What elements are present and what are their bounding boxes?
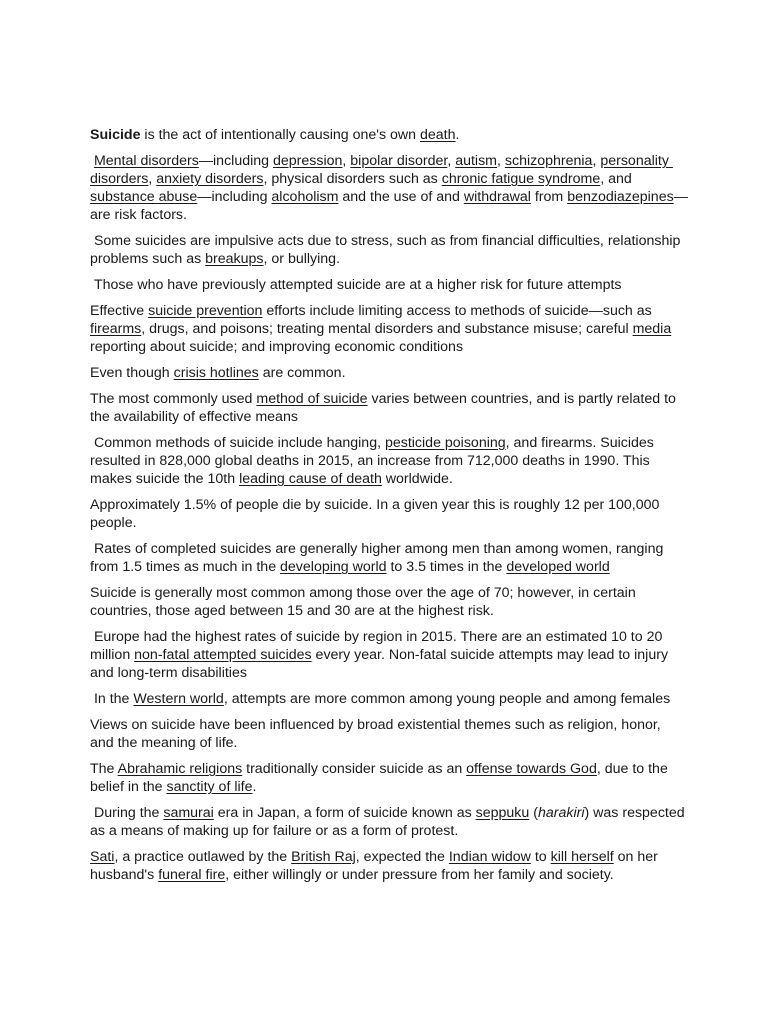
article-link[interactable]: Sati [90,849,115,865]
article-link[interactable]: autism [455,153,497,169]
text-run: Approximately 1.5% of people die by suicide. In a given year this is roughly 12 per 100,000 people. [90,497,664,531]
text-run: , and firearms. Suicides resulted in 828,000 global deaths in 2015, an increase from 712,000 deaths in 1990. This makes suicide the 10th [90,435,658,487]
article-link[interactable]: bipolar disorder [350,153,448,169]
text-run: traditionally consider suicide as an [242,761,467,777]
paragraph [90,804,688,840]
article-link[interactable]: crisis hotlines [173,365,259,381]
article-link[interactable]: Western world [133,691,224,707]
text-run: During the [90,805,164,821]
paragraph [90,540,688,576]
paragraph [90,126,688,144]
text-run: —including [198,153,273,169]
text-run: reporting about suicide; and improving economic conditions [90,321,676,355]
paragraph [90,628,688,682]
text-run: , [148,171,157,187]
article-link[interactable]: death [420,127,456,143]
text-run: Common methods of suicide include hanging, [90,435,385,451]
text-run: Rates of completed suicides are generally higher among men than among women, ranging from 1.5 times as much in the [90,541,668,575]
paragraph [90,302,688,356]
paragraph [90,760,688,796]
article-link[interactable]: pesticide poisoning [384,435,506,451]
document-body [90,126,688,892]
text-run: ( [529,805,538,821]
paragraph [90,716,688,752]
paragraph [90,434,688,488]
text-run: , physical disorders such as [263,171,442,187]
text-run: Suicide is generally most common among those over the age of 70; however, in certain countries, those aged between 15 and 30 are at the highest risk. [90,585,640,619]
article-link[interactable]: developing world [280,559,387,575]
text-run: , a practice outlawed by the [114,849,292,865]
text-run: , [497,153,505,169]
text-run: is the act of intentionally causing one's own [140,127,420,143]
article-link[interactable]: personality disorders [90,153,673,187]
text-run: era in Japan, a form of suicide known as [213,805,476,821]
text-run: Those who have previously attempted suicide are at a higher risk for future attempts [90,277,622,293]
article-link[interactable]: samurai [163,805,214,821]
paragraph [90,690,688,708]
article-link[interactable]: anxiety disorders [156,171,264,187]
article-link[interactable]: suicide prevention [148,303,263,319]
text-run: Some suicides are impulsive acts due to stress, such as from financial difficulties, relationship problems such as [90,233,685,267]
article-link[interactable]: benzodiazepines [567,189,674,205]
article-link[interactable]: Abrahamic religions [117,761,243,777]
text-run: , expected the [355,849,449,865]
paragraph [90,584,688,620]
article-link[interactable]: media [632,321,672,337]
text-run: and the use of and [338,189,464,205]
article-link[interactable]: substance abuse [90,189,198,205]
italic-term: harakiri [537,805,585,821]
article-link[interactable]: chronic fatigue syndrome [441,171,601,187]
text-run: In the [90,691,134,707]
text-run: Effective [90,303,149,319]
article-link[interactable]: offense towards God [466,761,597,777]
bold-term: Suicide [90,127,141,143]
text-run: worldwide. [381,471,453,487]
text-run: efforts include limiting access to methods of suicide—such as [262,303,656,319]
article-link[interactable]: method of suicide [256,391,368,407]
text-run: , due to the belief in the [90,761,672,795]
text-run: —are risk factors. [90,189,688,223]
article-link[interactable]: breakups [205,251,264,267]
text-run: , [342,153,351,169]
paragraph [90,276,688,294]
text-run: on her husband's [90,849,662,883]
article-link[interactable]: leading cause of death [239,471,382,487]
text-run: Europe had the highest rates of suicide by region in 2015. There are an estimated 10 to 20 million [90,629,667,663]
text-run: . [252,779,257,795]
article-link[interactable]: firearms [90,321,142,337]
text-run: , drugs, and poisons; treating mental disorders and substance misuse; careful [141,321,633,337]
article-link[interactable]: alcoholism [271,189,339,205]
paragraph [90,496,688,532]
text-run: ) was respected as a means of making up for failure or as a form of protest. [90,805,689,839]
article-link[interactable]: British Raj [291,849,356,865]
article-link[interactable]: funeral fire [158,867,226,883]
paragraph [90,390,688,426]
article-link[interactable]: sanctity of life [166,779,253,795]
text-run: every year. Non-fatal suicide attempts may lead to injury and long-term disabilities [90,647,672,681]
text-run: The most commonly used [90,391,257,407]
paragraph [90,232,688,268]
text-run: , [447,153,456,169]
article-link[interactable]: Indian widow [448,849,531,865]
text-run: —including [197,189,272,205]
text-run: Even though [90,365,174,381]
article-link[interactable]: depression [272,153,343,169]
article-link[interactable]: developed world [506,559,610,575]
text-run: Views on suicide have been influenced by broad existential themes such as religion, honor, and the meaning of life. [90,717,665,751]
text-run: , or bullying. [263,251,341,267]
text-run: , and [600,171,636,187]
text-run: are common. [258,365,346,381]
paragraph [90,364,688,382]
text-run: The [90,761,118,777]
paragraph [90,848,688,884]
article-link[interactable]: schizophrenia [504,153,593,169]
text-run: varies between countries, and is partly related to the availability of effective means [90,391,680,425]
article-link[interactable]: Mental disorders [93,153,199,169]
paragraph [90,152,688,224]
text-run: to 3.5 times in the [386,559,507,575]
article-link[interactable]: withdrawal [463,189,531,205]
text-run: , [592,153,601,169]
text-run: , either willingly or under pressure from her family and society. [225,867,614,883]
text-run: from [530,189,568,205]
article-link[interactable]: kill herself [550,849,614,865]
text-run: , attempts are more common among young people and among females [223,691,671,707]
text-run: . [455,127,460,143]
article-link[interactable]: non-fatal attempted suicides [134,647,312,663]
article-link[interactable]: seppuku [475,805,530,821]
text-run: to [530,849,551,865]
